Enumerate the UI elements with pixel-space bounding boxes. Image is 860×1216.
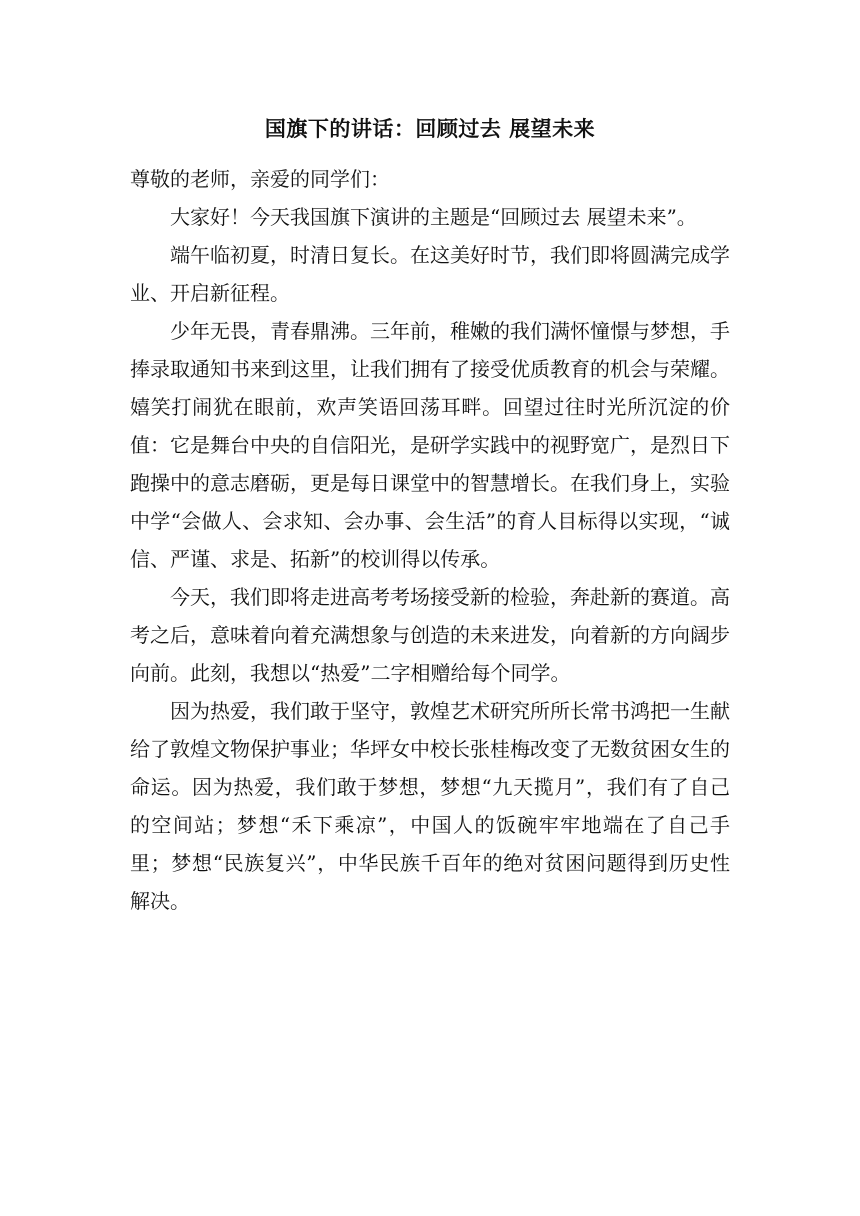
document-body <box>130 160 730 920</box>
paragraph-season: 端午临初夏，时清日复长。在这美好时节，我们即将圆满完成学业、开启新征程。 <box>130 243 730 305</box>
paragraph-memories: 少年无畏，青春鼎沸。三年前，稚嫩的我们满怀憧憬与梦想，手捧录取通知书来到这里，让我们拥有了接受优质教育的机会与荣耀。嬉笑打闹犹在眼前，欢声笑语回荡耳畔。回望过往时光所沉淀的价值：它是舞台中央的自信阳光，是研学实践中的视野宽广，是烈日下跑操中的意志磨砺，更是每日课堂中的智慧增长。在我们身上，实验中学“会做人、会求知、会办事、会生活”的育人目标得以实现，“诚信、严谨、求是、拓新”的校训得以传承。 <box>130 319 730 571</box>
paragraph-passion: 因为热爱，我们敢于坚守，敦煌艺术研究所所长常书鸿把一生献给了敦煌文物保护事业；华坪女中校长张桂梅改变了无数贫困女生的命运。因为热爱，我们敢于梦想，梦想“九天揽月”，我们有了自己的空间站；梦想“禾下乘凉”，中国人的饭碗牢牢地端在了自己手里；梦想“民族复兴”，中华民族千百年的绝对贫困问题得到历史性解决。 <box>130 699 730 913</box>
paragraph-greeting: 大家好！今天我国旗下演讲的主题是“回顾过去 展望未来”。 <box>170 205 697 229</box>
paragraph-exam: 今天，我们即将走进高考考场接受新的检验，奔赴新的赛道。高考之后，意味着向着充满想象与创造的未来进发，向着新的方向阔步向前。此刻，我想以“热爱”二字相赠给每个同学。 <box>130 585 730 685</box>
salutation: 尊敬的老师，亲爱的同学们： <box>130 167 390 191</box>
document-title: 国旗下的讲话：回顾过去 展望未来 <box>264 116 596 141</box>
